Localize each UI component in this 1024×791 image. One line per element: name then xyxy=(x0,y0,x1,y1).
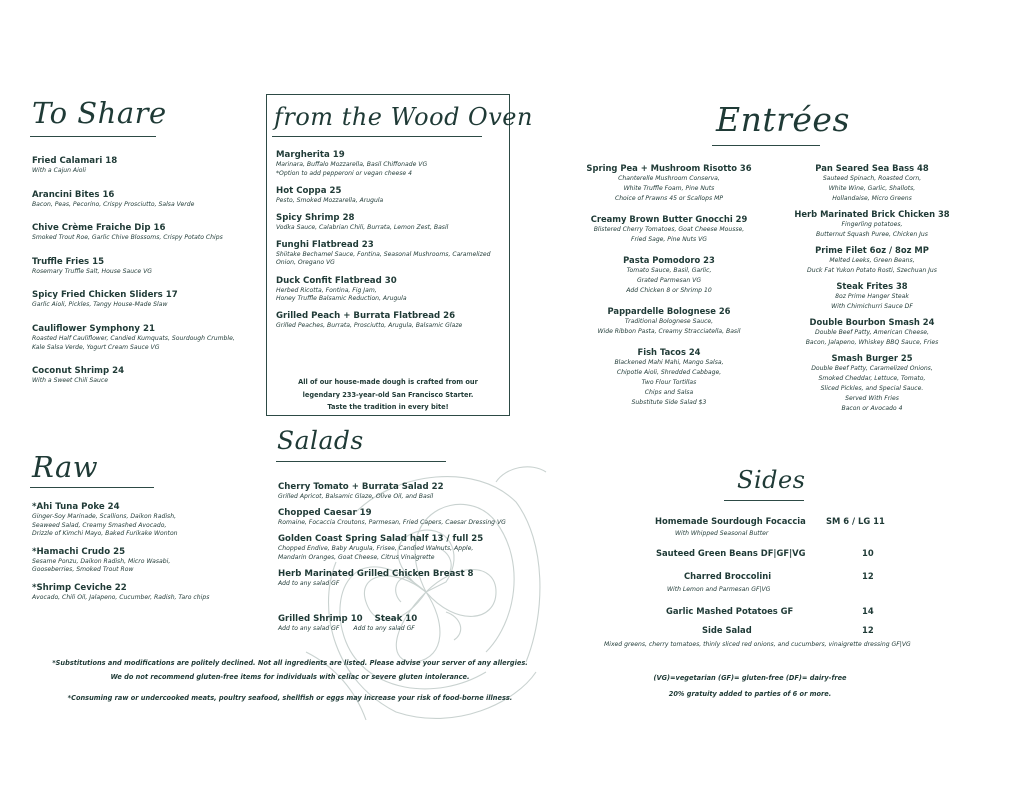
menu-item xyxy=(276,311,490,331)
item-description: Choice of Prawns 45 or Scallops MP xyxy=(614,195,724,202)
raw-title: Raw xyxy=(32,450,99,484)
item-description: Garlic Aioli, Pickles, Tangy House-Made Slaw xyxy=(32,301,168,309)
sides-title: Sides xyxy=(737,466,806,494)
side-name: Sauteed Green Beans DF|GF|VG xyxy=(656,548,806,558)
item-description: 8oz Prime Hanger Steak xyxy=(835,293,909,300)
item-description: Herbed Ricotta, Fontina, Fig Jam, xyxy=(276,286,377,294)
item-name: Spring Pea + Mushroom Risotto 36 xyxy=(586,163,752,173)
item-description: Smoked Trout Roe, Garlic Chive Blossoms, Crispy Potato Chips xyxy=(32,234,223,242)
item-description: Marinara, Buffalo Mozzarella, Basil Chiffonade VG xyxy=(276,161,428,168)
item-description: Wide Ribbon Pasta, Creamy Stracciatella, Basil xyxy=(597,328,741,335)
item-description: Duck Fat Yukon Potato Rosti, Szechuan Jus xyxy=(807,267,937,274)
item-name: Pan Seared Sea Bass 48 xyxy=(815,163,929,173)
item-description: Hollandaise, Micro Greens xyxy=(832,195,912,202)
item-description: Vodka Sauce, Calabrian Chili, Burrata, Lemon Zest, Basil xyxy=(276,223,449,231)
entree-item xyxy=(788,281,956,312)
item-description: Double Beef Patty, Caramelized Onions, xyxy=(811,365,933,372)
dough-note-line: Taste the tradition in every bite! xyxy=(327,403,449,411)
menu-item xyxy=(32,502,209,539)
footer-line: (VG)=vegetarian (GF)= gluten-free (DF)= dairy-free xyxy=(653,674,847,682)
item-name: Fried Calamari 18 xyxy=(32,156,118,166)
entree-item xyxy=(585,306,753,337)
item-description: With a Cajun Aioli xyxy=(32,167,86,174)
item-name: Spicy Fried Chicken Sliders 17 xyxy=(32,290,178,301)
item-name: Grilled Peach + Burrata Flatbread 26 xyxy=(276,311,456,322)
item-name: Spicy Shrimp 28 xyxy=(276,212,355,223)
item-description: White Truffle Foam, Pine Nuts xyxy=(623,185,715,192)
entree-item xyxy=(788,353,956,414)
item-name: Funghi Flatbread 23 xyxy=(276,239,374,250)
item-description: Two Flour Tortillas xyxy=(641,379,697,386)
item-name: Chopped Caesar 19 xyxy=(278,508,372,519)
item-description: Pesto, Smoked Mozzarella, Arugula xyxy=(276,196,384,204)
side-price: 10 xyxy=(862,548,874,558)
menu-item xyxy=(32,583,209,603)
dough-note-line: legendary 233-year-old San Francisco Starter. xyxy=(302,390,474,399)
footer-line: *Substitutions and modifications are politely declined. Not all ingredients are listed. Please advise your server of any allergies. xyxy=(52,659,528,667)
grilled-shrimp-desc: Add to any salad GF xyxy=(278,625,340,632)
wood-oven-list xyxy=(276,150,490,338)
raw-underline xyxy=(30,487,154,488)
footer-line: 20% gratuity added to parties of 6 or more. xyxy=(668,690,832,698)
menu-item xyxy=(32,257,235,277)
salads-title: Salads xyxy=(277,426,364,455)
item-name: Double Bourbon Smash 24 xyxy=(809,317,935,327)
item-name: *Ahi Tuna Poke 24 xyxy=(32,502,120,512)
menu-item xyxy=(278,508,506,528)
item-description: Bacon or Avocado 4 xyxy=(841,405,903,412)
footer-line: We do not recommend gluten-free items for individuals with celiac or severe gluten intolerance. xyxy=(110,673,470,681)
menu-item xyxy=(32,324,235,352)
item-description: Blackened Mahi Mahi, Mango Salsa, xyxy=(614,359,724,366)
side-desc: Mixed greens, cherry tomatoes, thinly sliced red onions, and cucumbers, vinaigrette dressing GF|VG xyxy=(604,641,911,648)
item-description: Add to any salad GF xyxy=(278,579,340,587)
item-name: Pasta Pomodoro 23 xyxy=(623,255,715,265)
item-description: Rosemary Truffle Salt, House Sauce VG xyxy=(32,267,152,275)
item-description: Mandarin Oranges, Goat Cheese, Citrus Vinaigrette xyxy=(278,553,435,561)
entree-item xyxy=(585,347,753,408)
side-desc: With Lemon and Parmesan GF|VG xyxy=(667,586,771,593)
item-description: Smoked Cheddar, Lettuce, Tomato, xyxy=(818,375,926,382)
item-name: *Hamachi Crudo 25 xyxy=(32,546,126,557)
item-name: Pappardelle Bolognese 26 xyxy=(607,306,731,316)
grilled-shrimp-name: Grilled Shrimp 10 xyxy=(278,614,363,624)
item-description: Drizzle of Kimchi Mayo, Baked Furikake Wonton xyxy=(32,530,178,538)
item-description: Onion, Oregano VG xyxy=(276,259,335,267)
item-description: Roasted Half Cauliflower, Candied Kumquats, Sourdough Crumble, xyxy=(32,334,235,342)
menu-item xyxy=(32,223,235,243)
item-description: Melted Leeks, Green Beans, xyxy=(829,257,915,264)
entree-item xyxy=(585,255,753,296)
menu-item xyxy=(32,547,209,575)
side-price: SM 6 / LG 11 xyxy=(826,516,885,526)
item-name: Herb Marinated Grilled Chicken Breast 8 xyxy=(278,568,474,579)
item-description: White Wine, Garlic, Shallots, xyxy=(828,185,916,192)
item-description: Double Beef Patty, American Cheese, xyxy=(815,329,929,336)
menu-item xyxy=(32,290,235,310)
item-description: *Option to add pepperoni or vegan cheese 4 xyxy=(276,169,412,177)
item-description: Sauteed Spinach, Roasted Corn, xyxy=(822,175,922,182)
steak-name: Steak 10 xyxy=(374,614,418,624)
item-description: Kale Salsa Verde, Yogurt Cream Sauce VG xyxy=(32,343,160,351)
item-name: Duck Confit Flatbread 30 xyxy=(276,275,397,286)
entrees-title: Entrées xyxy=(716,100,850,139)
footer-left xyxy=(20,656,560,705)
dough-note xyxy=(268,376,508,414)
side-price: 12 xyxy=(862,571,874,581)
menu-item xyxy=(32,190,235,210)
item-description: Bacon, Peas, Pecorino, Crispy Prosciutto, Salsa Verde xyxy=(32,200,195,208)
item-description: Traditional Bolognese Sauce, xyxy=(624,318,714,325)
salads-underline xyxy=(276,461,446,462)
menu-item xyxy=(278,482,506,502)
item-description: Chips and Salsa xyxy=(644,389,694,396)
item-description: Chopped Endive, Baby Arugula, Frisee, Candied Walnuts, Apple, xyxy=(278,545,474,553)
side-name: Homemade Sourdough Focaccia xyxy=(655,516,806,526)
item-description: With Chimichurri Sauce DF xyxy=(831,303,913,310)
item-description: Ginger-Soy Marinade, Scallions, Daikon Radish, xyxy=(32,513,177,520)
entree-item xyxy=(585,163,753,204)
item-description: Butternut Squash Puree, Chicken Jus xyxy=(816,231,928,238)
raw-list xyxy=(32,502,209,611)
item-description: Chanterelle Mushroom Conserva, xyxy=(618,175,720,182)
menu-item xyxy=(276,150,490,178)
menu-item xyxy=(278,534,506,562)
menu-item xyxy=(276,276,490,304)
item-name: Coconut Shrimp 24 xyxy=(32,366,125,377)
entrees-left-list xyxy=(585,163,753,418)
footer-right xyxy=(630,671,870,701)
item-description: Grated Parmesan VG xyxy=(636,277,702,284)
wood-oven-underline xyxy=(272,136,482,137)
entree-item xyxy=(585,214,753,245)
to-share-list xyxy=(32,156,235,400)
item-description: Shiitake Bechamel Sauce, Fontina, Seasonal Mushrooms, Caramelized xyxy=(276,250,491,258)
entree-item xyxy=(788,209,956,240)
item-name: Cherry Tomato + Burrata Salad 22 xyxy=(278,482,444,492)
menu-item xyxy=(32,156,235,176)
item-description: Bacon, Jalapeno, Whiskey BBQ Sauce, Fries xyxy=(805,339,939,346)
side-name: Charred Broccolini xyxy=(684,571,772,581)
menu-item xyxy=(278,569,506,589)
item-description: Gooseberries, Smoked Trout Row xyxy=(32,566,134,574)
salad-addon-shrimp-steak xyxy=(278,614,417,634)
item-name: *Shrimp Ceviche 22 xyxy=(32,582,127,593)
item-name: Herb Marinated Brick Chicken 38 xyxy=(794,209,950,219)
item-name: Arancini Bites 16 xyxy=(32,189,115,200)
to-share-title: To Share xyxy=(32,96,167,130)
steak-desc: Add to any salad GF xyxy=(353,625,415,632)
entrees-right-list xyxy=(788,163,956,419)
menu-item xyxy=(276,240,490,268)
sides-underline xyxy=(724,500,804,501)
item-description: Add Chicken 8 or Shrimp 10 xyxy=(626,287,712,294)
item-description: Served With Fries xyxy=(845,395,899,402)
dough-note-line: All of our house-made dough is crafted from our xyxy=(298,378,478,386)
side-price: 14 xyxy=(862,606,874,616)
item-description: Fingerling potatoes, xyxy=(841,221,903,228)
entrees-underline xyxy=(712,145,820,146)
item-name: Truffle Fries 15 xyxy=(32,256,105,267)
menu-item xyxy=(276,213,490,233)
item-description: Grilled Apricot, Balsamic Glaze, Olive Oil, and Basil xyxy=(278,493,434,500)
side-name: Garlic Mashed Potatoes GF xyxy=(666,606,794,616)
item-name: Fish Tacos 24 xyxy=(637,347,701,357)
side-name: Side Salad xyxy=(702,625,752,635)
item-description: Substitute Side Salad $3 xyxy=(631,399,707,406)
entree-item xyxy=(788,317,956,348)
item-name: Golden Coast Spring Salad half 13 / full 25 xyxy=(278,534,484,545)
item-description: Seaweed Salad, Creamy Smashed Avocado, xyxy=(32,521,167,529)
item-name: Chive Crème Fraiche Dip 16 xyxy=(32,223,166,234)
menu-item xyxy=(276,186,490,206)
item-name: Margherita 19 xyxy=(276,150,345,160)
entree-item xyxy=(788,163,956,204)
side-desc: With Whipped Seasonal Butter xyxy=(675,530,769,537)
item-name: Smash Burger 25 xyxy=(831,353,913,363)
item-description: Honey Truffle Balsamic Reduction, Arugula xyxy=(276,295,407,303)
side-price: 12 xyxy=(862,625,874,635)
item-name: Prime Filet 6oz / 8oz MP xyxy=(815,245,929,255)
item-name: Creamy Brown Butter Gnocchi 29 xyxy=(590,214,748,224)
item-name: Cauliflower Symphony 21 xyxy=(32,323,155,334)
item-description: Grilled Peaches, Burrata, Prosciutto, Arugula, Balsamic Glaze xyxy=(276,322,463,330)
item-description: Sliced Pickles, and Special Sauce. xyxy=(820,385,924,392)
to-share-underline xyxy=(30,136,156,137)
salads-list xyxy=(278,482,506,595)
item-description: Fried Sage, Pine Nuts VG xyxy=(630,236,708,243)
menu-item xyxy=(32,366,235,386)
item-description: Tomato Sauce, Basil, Garlic, xyxy=(626,267,712,274)
wood-oven-title: from the Wood Oven xyxy=(274,103,533,131)
item-description: Sesame Ponzu, Daikon Radish, Micro Wasabi, xyxy=(32,557,171,565)
item-description: With a Sweet Chili Sauce xyxy=(32,377,108,385)
item-description: Chipotle Aioli, Shredded Cabbage, xyxy=(616,369,722,376)
item-name: Steak Frites 38 xyxy=(836,281,908,291)
item-name: Hot Coppa 25 xyxy=(276,185,342,196)
item-description: Romaine, Focaccia Croutons, Parmesan, Fried Capers, Caesar Dressing VG xyxy=(278,519,506,527)
item-description: Blistered Cherry Tomatoes, Goat Cheese Mousse, xyxy=(593,226,745,233)
item-description: Avocado, Chili Oil, Jalapeno, Cucumber, Radish, Taro chips xyxy=(32,593,210,601)
entree-item xyxy=(788,245,956,276)
footer-line: *Consuming raw or undercooked meats, poultry seafood, shellfish or eggs may increase your risk of food-borne illness. xyxy=(67,694,513,702)
